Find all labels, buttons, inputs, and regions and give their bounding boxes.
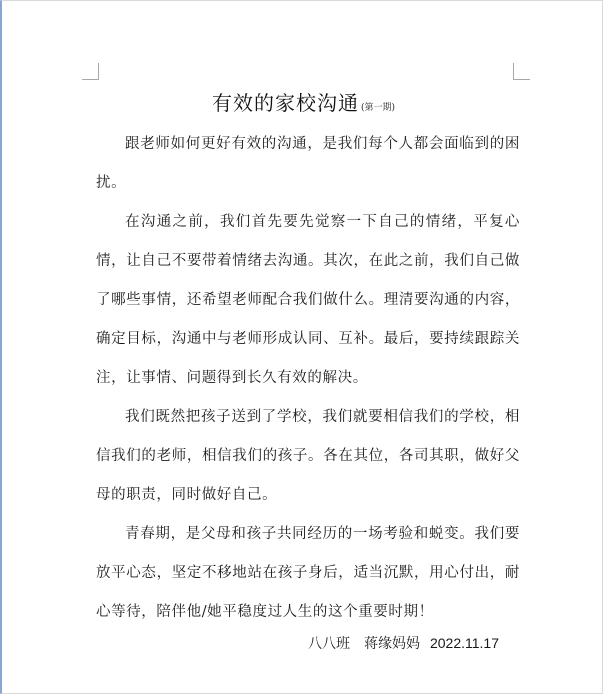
signature-class: 八八班 [307,636,350,652]
signature-date: 2022.11.17 [429,635,499,651]
document-body [96,125,520,632]
page-corner-mark-top-right [513,63,530,80]
page-corner-mark-top-left [82,63,99,80]
issue-number: (第一期) [360,103,396,113]
paragraph: 在沟通之前，我们首先要先觉察一下自己的情绪，平复心情，让自己不要带着情绪去沟通。其次，在此之前，我们自己做了哪些事情，还希望老师配合我们做什么。理清要沟通的内容，确定目标，沟通中与老师形成认同、互补。最后，要持续跟踪关注，让事情、问题得到长久有效的解决。 [96,214,520,386]
paragraph: 我们既然把孩子送到了学校，我们就要相信我们的学校，相信我们的老师，相信我们的孩子。各在其位，各司其职，做好父母的职责，同时做好自己。 [96,409,520,503]
signature-name: 蒋缘妈妈 [363,636,420,652]
paragraph: 跟老师如何更好有效的沟通，是我们每个人都会面临到的困扰。 [96,136,520,191]
paragraph: 青春期，是父母和孩子共同经历的一场考验和蜕变。我们要放平心态，坚定不移地站在孩子身后，适当沉默，用心付出，耐心等待，陪伴他/她平稳度过人生的这个重要时期！ [96,526,520,620]
title-row [2,87,603,116]
signature-line [2,633,499,653]
document-title: 有效的家校沟通 [211,91,359,115]
